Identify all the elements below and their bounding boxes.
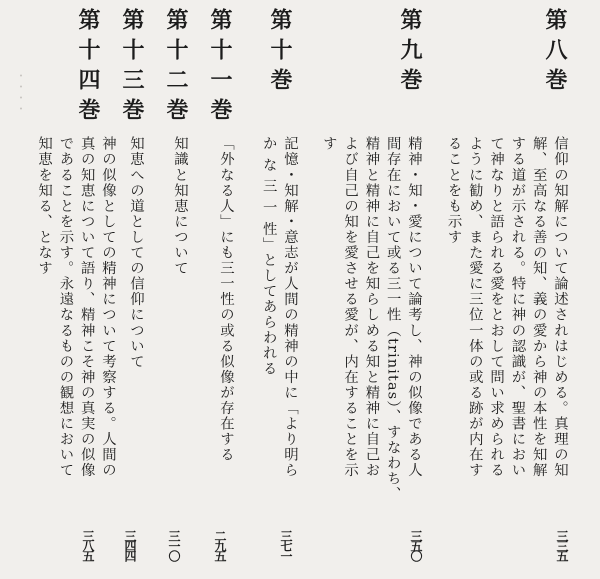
chapter-14 <box>20 0 116 579</box>
chapter-title: 第八巻 <box>542 8 568 98</box>
chapter-13 <box>112 0 156 579</box>
chapter-summary: 記憶・知解・意志が人間の精神の中に「より明ら か な 三 一 性」としてあらわれる <box>260 136 298 479</box>
chapter-summary: 知識と知恵について <box>172 136 188 276</box>
chapter-summary: 知恵への道としての信仰について <box>128 136 144 370</box>
page-number: 三一〇 <box>167 530 181 560</box>
page-number: 二九五 <box>213 530 227 560</box>
chapter-title: 第十一巻 <box>207 8 233 128</box>
chapter-10 <box>252 0 312 579</box>
chapter-title: 第十三巻 <box>119 8 145 128</box>
chapter-summary: 神の似像としての精神について考察する。人間の 真の知恵について語り、精神こそ神の真実の似像 であることを示す。永遠なるものの観想において 知恵を知る、となす <box>36 136 116 479</box>
chapter-title: 第十四巻 <box>75 8 101 128</box>
show-through-text: ・・・・ <box>14 70 27 114</box>
chapter-11 <box>200 0 252 579</box>
chapter-title: 第九巻 <box>397 8 423 98</box>
page-number: 三三五 <box>555 530 569 560</box>
chapter-title: 第十二巻 <box>163 8 189 128</box>
chapter-9 <box>312 0 436 579</box>
chapter-12 <box>156 0 200 579</box>
page-number: 三四四 <box>123 530 137 560</box>
chapter-summary: 「外なる人」にも三一性の或る似像が存在する <box>218 136 234 463</box>
chapter-summary: 信仰の知解について論述されはじめる。真理の知 解、至高なる善の知、義の愛から神の本性を知解 する道が示される。特に神の認識が、聖書におい て神なりと語られる愛をとおして問い求められる ように勧め、また愛に三位一体の或る跡が内在す ることをも示す <box>445 136 568 479</box>
page-number: 三七一 <box>279 530 293 560</box>
chapter-title: 第十巻 <box>267 8 293 98</box>
chapter-8 <box>436 0 600 579</box>
chapter-summary: 精神・知・愛について論考し、神の似像である人 間存在において或る三一性（trinitas）、すなわち、 精神と精神に自己を知らしめる知と精神に自己お よび自己の知を愛させる愛が、内在することを示 す <box>320 136 422 502</box>
page-number: 三五〇 <box>409 530 423 560</box>
page-number: 三八五 <box>81 530 95 560</box>
